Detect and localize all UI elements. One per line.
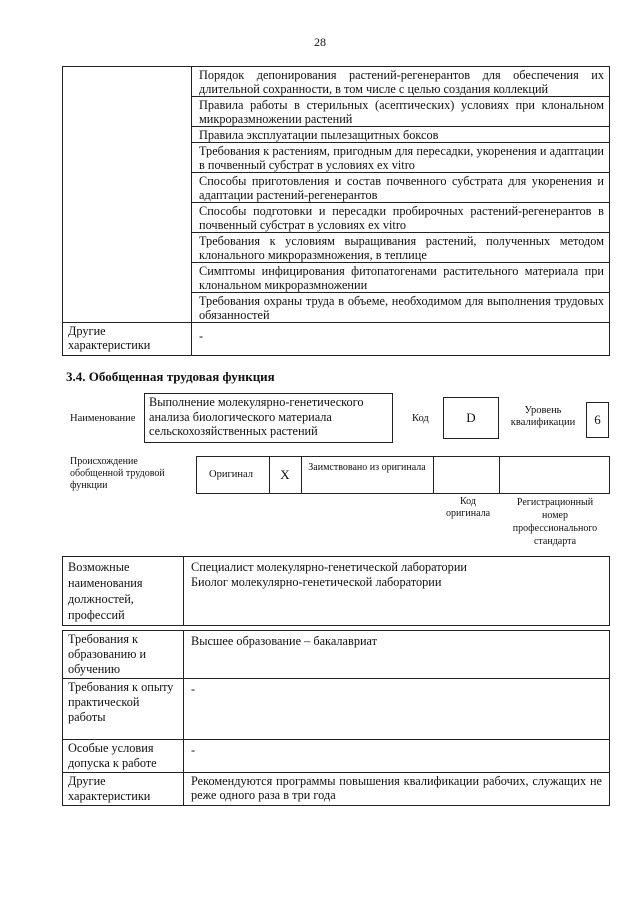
other-chars-value: -	[192, 323, 610, 356]
code-value: D	[443, 397, 499, 439]
page-number: 28	[314, 35, 326, 49]
knowledge-row: Требования к растениям, пригодным для пересадки, укоренения и адаптации в почвенный субстрат в условиях ex vitro	[192, 143, 610, 173]
original-mark: X	[280, 467, 290, 482]
req-label: Требования к опыту практической работы	[63, 679, 184, 740]
positions-label: Возможные наименования должностей, профессий	[63, 557, 184, 626]
knowledge-row: Способы приготовления и состав почвенного субстрата для укоренения и адаптации растений-регенерантов	[192, 173, 610, 203]
positions-table	[62, 556, 610, 626]
other-chars-label: Другие характеристики	[63, 323, 192, 356]
req-value: -	[184, 740, 610, 773]
position-item: Специалист молекулярно-генетической лаборатории	[191, 560, 467, 574]
req-label: Требования к образованию и обучению	[63, 631, 184, 679]
req-value: -	[184, 679, 610, 740]
original-label: Оригинал	[209, 469, 253, 480]
gtf-name-box	[144, 393, 393, 443]
position-item: Биолог молекулярно-генетической лаборатории	[191, 575, 442, 589]
req-label: Другие характеристики	[63, 773, 184, 806]
knowledge-table	[62, 66, 610, 356]
knowledge-row: Порядок депонирования растений-регенерантов для обеспечения их длительной сохранности, в том числе с целью создания коллекций	[192, 67, 610, 97]
req-value: Рекомендуются программы повышения квалификации рабочих, служащих не реже одного раза в три года	[184, 773, 610, 806]
level-value: 6	[586, 402, 609, 438]
origin-label: Происхождение обобщенной трудовой функции	[70, 456, 165, 491]
knowledge-row: Правила эксплуатации пылезащитных боксов	[192, 127, 610, 143]
borrowed-label: Заимствовано из оригинала	[308, 462, 426, 473]
knowledge-label-cell	[63, 67, 192, 323]
knowledge-row: Симптомы инфицирования фитопатогенами растительного материала при клональном микроразмножении	[192, 263, 610, 293]
gtf-name-value: Выполнение молекулярно-генетического анализа биологического материала сельскохозяйственных растений	[149, 395, 364, 438]
knowledge-row: Правила работы в стерильных (асептических) условиях при клональном микроразмножении растений	[192, 97, 610, 127]
name-label: Наименование	[70, 413, 136, 424]
knowledge-row: Способы подготовки и пересадки пробирочных растений-регенерантов в почвенный субстрат в условиях ex vitro	[192, 203, 610, 233]
level-label: Уровень квалификации	[510, 405, 576, 428]
knowledge-row: Требования к условиям выращивания растений, полученных методом клонального микроразмножения, в теплице	[192, 233, 610, 263]
code-label: Код	[412, 413, 429, 424]
positions-values	[184, 557, 610, 626]
origin-row	[196, 456, 610, 494]
req-label: Особые условия допуска к работе	[63, 740, 184, 773]
req-value: Высшее образование – бакалавриат	[184, 631, 610, 679]
code-caption: Код оригинала	[445, 496, 491, 519]
reg-caption: Регистрационный номер профессионального стандарта	[512, 497, 598, 547]
section-heading: 3.4. Обобщенная трудовая функция	[66, 369, 275, 384]
knowledge-row: Требования охраны труда в объеме, необходимом для выполнения трудовых обязанностей	[192, 293, 610, 323]
requirements-table	[62, 630, 610, 806]
